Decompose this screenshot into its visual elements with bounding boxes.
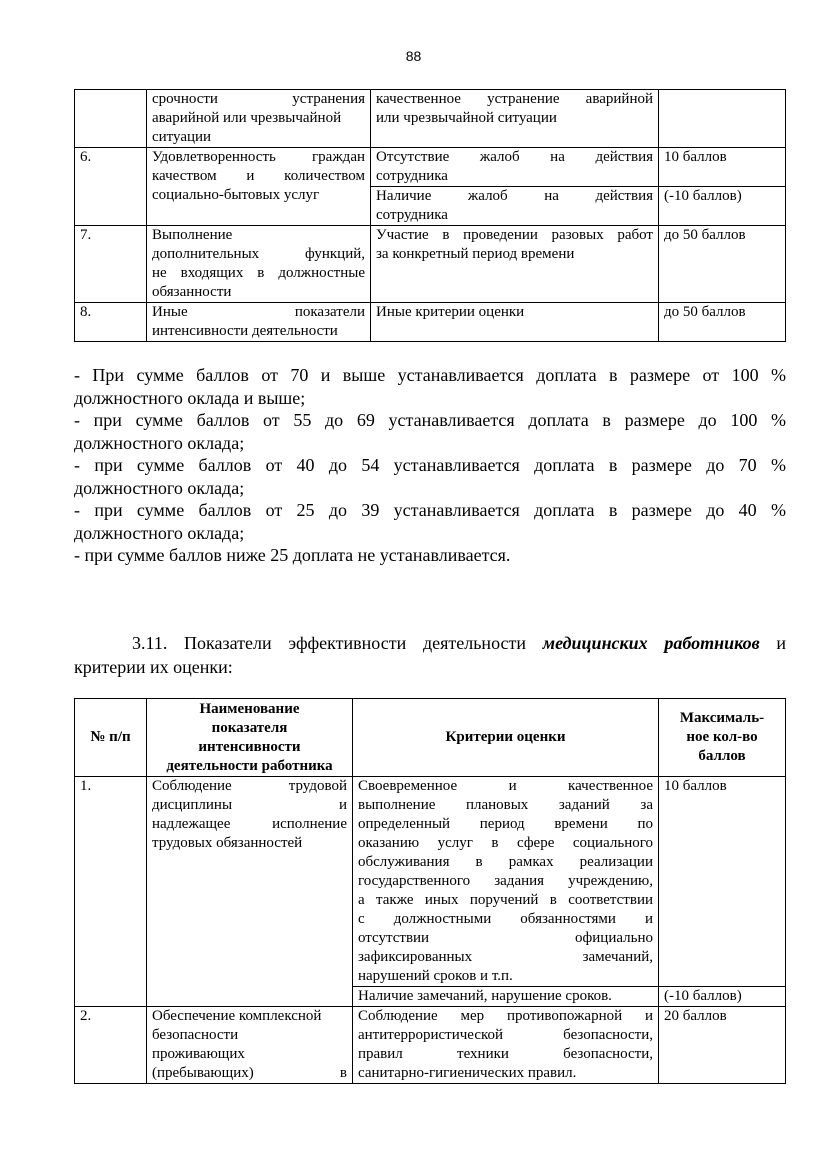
score-cell: до 50 баллов [659,303,786,342]
score-cell: до 50 баллов [659,226,786,303]
row-number-cell: 8. [75,303,147,342]
indicator-name-cell: Соблюдение трудовой дисциплины и надлежащее исполнение трудовых обязанностей [147,777,353,1007]
table-row [75,148,786,187]
table-header-row [75,699,786,777]
list-item-continuation: должностного оклада; [74,432,245,453]
list-item: - при сумме баллов ниже 25 доплата не устанавливается. [74,545,511,565]
criteria-cell: Своевременное и качественное выполнение плановых заданий за определенный период времени по оказанию услуг в сфере социального обслуживания в рамках реализации государственного задания учреждению, а также иных поручений в соответствии с должностными обязанностями и отсутствии официально зафиксированных замечаний, нарушений сроков и т.п. [353,777,659,987]
row-number-cell: 1. [75,777,147,1007]
indicator-name-cell: Иные показатели интенсивности деятельности [147,303,371,342]
list-item: - при сумме баллов от 40 до 54 устанавливается доплата в размере до 70 % [74,455,786,475]
criteria-table-continued [74,89,786,342]
row-number-cell [75,90,147,148]
list-item: - при сумме баллов от 55 до 69 устанавливается доплата в размере до 100 % [74,410,786,430]
payment-rules-list [74,364,786,567]
row-number-cell: 7. [75,226,147,303]
header-criteria: Критерии оценки [353,699,659,777]
score-cell: (-10 баллов) [659,187,786,226]
table-row [75,777,786,987]
list-item-continuation: должностного оклада; [74,522,245,543]
criteria-cell: Соблюдение мер противопожарной и антитеррористической безопасности, правил техники безопасности, санитарно-гигиенических правил. [353,1007,659,1084]
criteria-cell: Отсутствие жалоб на действия сотрудника [371,148,659,187]
score-cell: 10 баллов [659,777,786,987]
criteria-cell: качественное устранение аварийной или чрезвычайной ситуации [371,90,659,148]
table-row [75,226,786,303]
table-row [75,1007,786,1084]
header-indicator-name: Наименование показателя интенсивности деятельности работника [147,699,353,777]
criteria-cell: Иные критерии оценки [371,303,659,342]
indicator-name-cell: срочности устранения аварийной или чрезвычайной ситуации [147,90,371,148]
header-max-score: Максималь- ное кол-во баллов [659,699,786,777]
list-item-continuation: должностного оклада и выше; [74,387,306,408]
section-emphasis: медицинских работников [542,633,760,653]
list-item-continuation: должностного оклада; [74,477,245,498]
section-heading: 3.11. Показатели эффективности деятельности медицинских работников и критерии их оценки: [74,633,786,677]
criteria-cell: Наличие замечаний, нарушение сроков. [353,987,659,1007]
medical-workers-criteria-table [74,698,786,1084]
row-number-cell: 6. [75,148,147,226]
header-number: № п/п [75,699,147,777]
list-item: - при сумме баллов от 25 до 39 устанавливается доплата в размере до 40 % [74,500,786,520]
page-number: 88 [405,48,422,64]
score-cell [659,90,786,148]
score-cell: 20 баллов [659,1007,786,1084]
score-cell: 10 баллов [659,148,786,187]
table-row [75,303,786,342]
indicator-name-cell: Обеспечение комплексной безопасности проживающих (пребывающих) в [147,1007,353,1084]
criteria-cell: Наличие жалоб на действия сотрудника [371,187,659,226]
criteria-cell: Участие в проведении разовых работ за конкретный период времени [371,226,659,303]
score-cell: (-10 баллов) [659,987,786,1007]
indicator-name-cell: Выполнение дополнительных функций, не входящих в должностные обязанности [147,226,371,303]
indicator-name-cell: Удовлетворенность граждан качеством и количеством социально-бытовых услуг [147,148,371,226]
list-item: - При сумме баллов от 70 и выше устанавливается доплата в размере от 100 % [74,365,786,385]
row-number-cell: 2. [75,1007,147,1084]
table-row [75,90,786,148]
